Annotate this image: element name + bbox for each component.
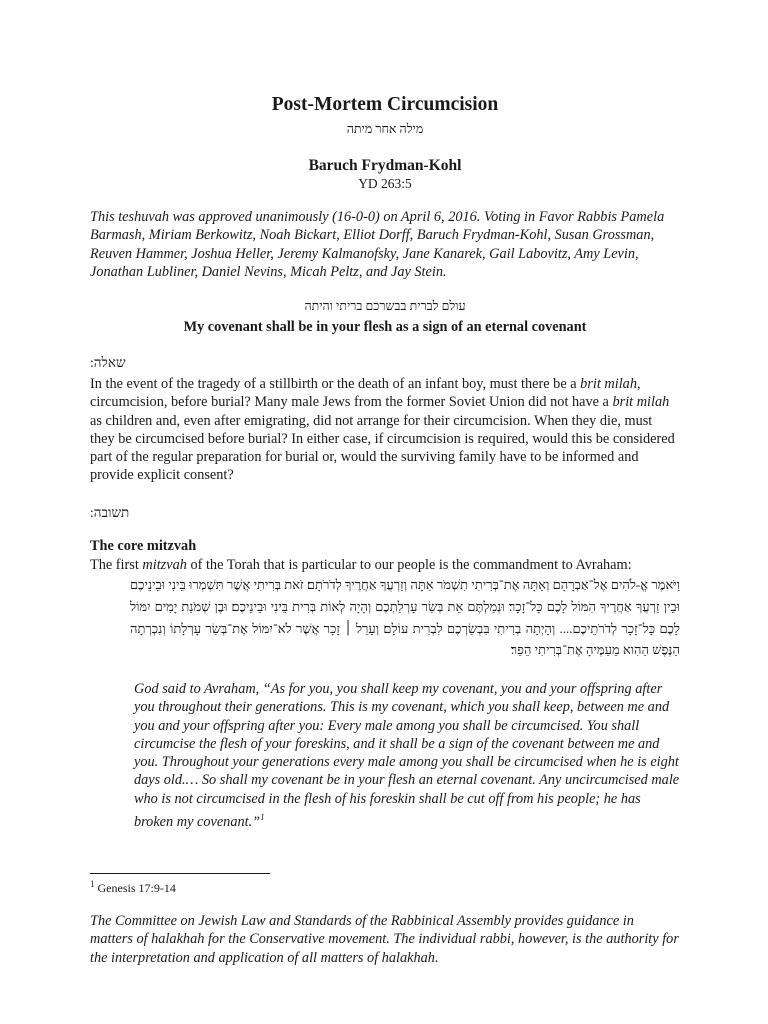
core-mitzvah-heading: The core mitzvah [90, 538, 197, 554]
code-reference: YD 263:5 [358, 176, 412, 191]
sheelah-label: :שאלה [90, 355, 126, 370]
footnote-reference-mark[interactable]: 1 [260, 812, 265, 823]
mitzvah-term: mitzvah [142, 557, 187, 573]
hebrew-title: מילה אחר מיתה [346, 122, 424, 136]
committee-disclaimer: The Committee on Jewish Law and Standards of the Rabbinical Assembly provides guidance in matters of halakhah for the Conservative movement. The individual rabbi, however, is the authority for the interpretation and application of all matters of halakhah. [90, 913, 679, 966]
core-intro-text-1: The first [90, 557, 143, 573]
core-intro-text-2: of the Torah that is particular to our people is the commandment to Avraham: [186, 557, 632, 573]
translation-text: God said to Avraham, “As for you, you shall keep my covenant, you and your offspring after you throughout their generations. This is my covenant, which you shall keep, between me and you and your offspring after you: Every male among you shall be circumcised. You shall circumcise the flesh of your foreskins, and it shall be a sign of the covenant between me and you. Throughout your generations every male among you shall be circumcised when he is eight days old.… So shall my covenant be in your flesh an eternal covenant. Any uncircumcised male who is not circumcised in the flesh of his foreskin shall be cut off from his people; he has broken my covenant.” [134, 681, 680, 830]
author-name: Baruch Frydman-Kohl [308, 157, 462, 174]
hebrew-verse: עולם לברית בבשרכם בריתי והיתה [304, 299, 466, 313]
approval-statement: This teshuvah was approved unanimously (16-0-0) on April 6, 2016. Voting in Favor Rabbis Pamela Barmash, Miriam Berkowitz, Noah Bickart, Elliot Dorff, Baruch Frydman-Kohl, Susan Grossman, Reuven Hammer, Joshua Heller, Jeremy Kalmanofsky, Jane Kanarek, Gail Labovitz, Amy Levin, Jonathan Lubliner, Daniel Nevins, Micah Peltz, and Jay Stein. [90, 209, 665, 280]
question-paragraph [90, 375, 680, 485]
question-text-1: In the event of the tragedy of a stillbirth or the death of an infant boy, must there be a [90, 376, 581, 392]
question-text-2: , circumcision, before burial? Many male Jews from the former Soviet Union did not have a [90, 376, 641, 411]
question-text-3: as children and, even after emigrating, did not arrange for their circumcision. When they die, must they be circumcised before burial? In either case, if circumcision is required, would this be considered part of the regular preparation for burial or, would the surviving family have to be informed and provide explicit consent? [90, 412, 675, 484]
torah-hebrew-text: וַיֹּאמֶר אֱ-לֹהִים אֶל־אַבְרָהָם וְאַתָּה אֶת־בְּרִיתִי תִשְׁמֹר אַתָּה וְזַרְעֲךָ אַחֲרֶיךָ לְדֹרֹתָם׃ זֹאת בְּרִיתִי אֲשֶׁר תִּשְׁמְרוּ בֵּינִי וּבֵינֵיכֶם וּבֵין זַרְעֲךָ אַחֲרֶיךָ הִמּוֹל לָכֶם כָּל־זָכָר׃ וּנְמַלְתֶּם אֵת בְּשַׂר עָרְלַתְכֶם וְהָיָה לְאוֹת בְּרִית בֵּינִי וּבֵינֵיכֶם׃ וּבֶן שְׁמֹנַת יָמִים יִמּוֹל לָכֶם כָּל־זָכָר לְדֹרֹתֵיכֶם.... וְהָיְתָה בְרִיתִי בִּבְשַׂרְכֶם לִבְרִית עוֹלָם׃ וְעָרֵל ׀ זָכָר אֲשֶׁר לֹא־יִמּוֹל אֶת־בְּשַׂר עָרְלָתוֹ וְנִכְרְתָה הַנֶּפֶשׁ הַהִוא מֵעַמֶּיהָ אֶת־בְּרִיתִי הֵפַר׃ [130, 577, 680, 658]
brit-milah-term-2: brit milah [612, 394, 670, 411]
teshuvah-label: :תשובה [90, 505, 130, 520]
covenant-heading: My covenant shall be in your flesh as a sign of an eternal covenant [183, 319, 587, 335]
footnote-divider [90, 873, 270, 874]
torah-translation [134, 680, 682, 831]
document-page [90, 0, 680, 1024]
brit-milah-term-1: brit milah [580, 376, 637, 392]
footnote [90, 879, 176, 896]
footnote-number: 1 [90, 879, 95, 889]
core-mitzvah-intro [90, 556, 690, 574]
footnote-text: Genesis 17:9-14 [97, 881, 176, 895]
document-title: Post-Mortem Circumcision [271, 94, 499, 115]
